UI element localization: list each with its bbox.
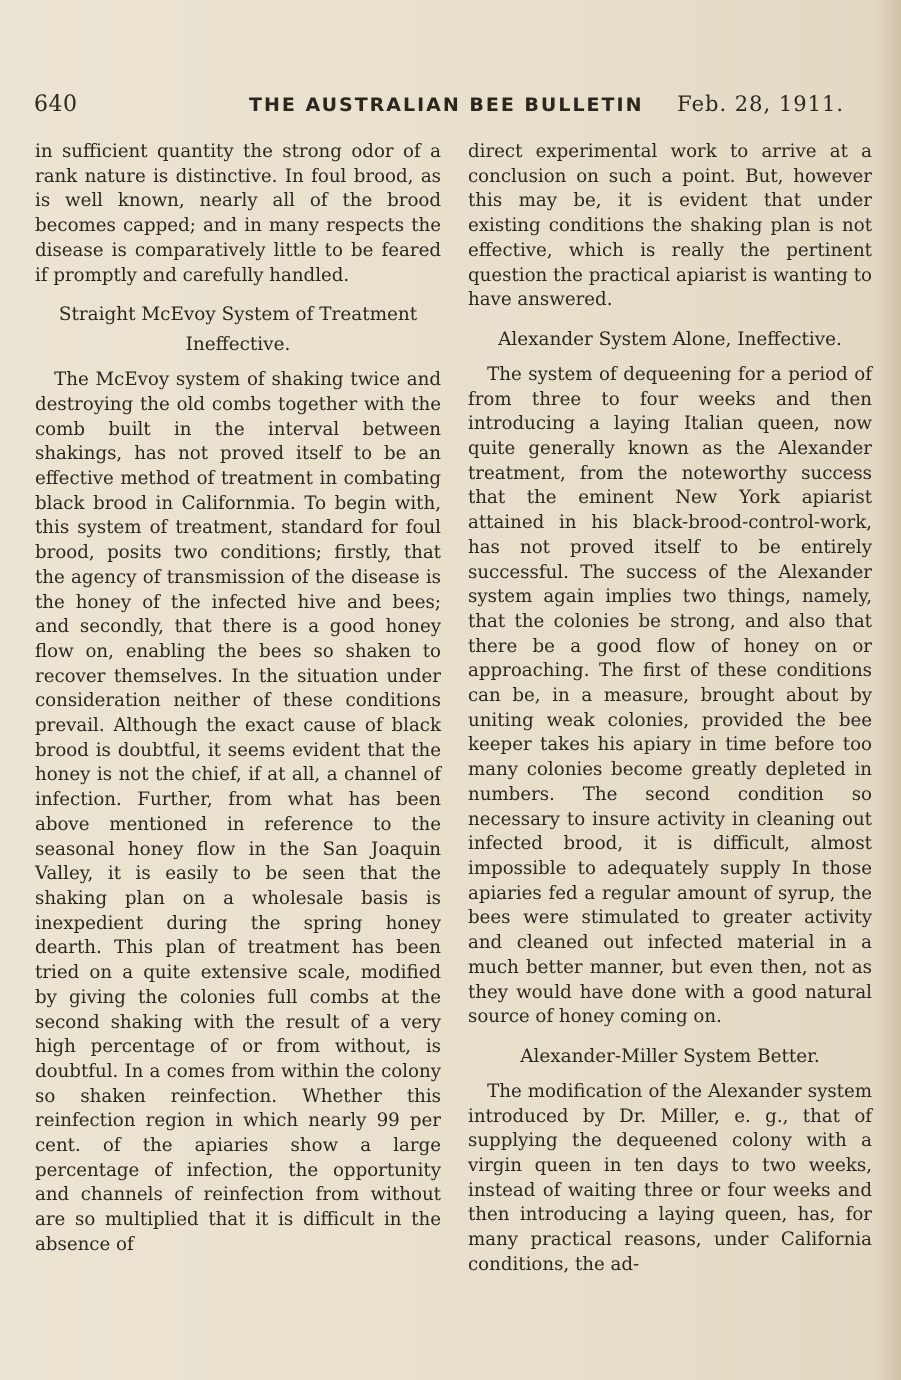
section-heading: Alexander System Alone, Ineffective. [498,328,842,350]
left-column [35,140,441,1258]
paragraph: in sufficient quantity the strong odor of a rank nature is distinctive. In foul brood, as is well known, nearly all of the brood becomes capped; and in many respects the disease is comparatively little to be feared if promptly and carefully handled. [35,141,441,286]
running-header [34,92,844,122]
journal-title: THE AUSTRALIAN BEE BULLETIN [249,94,644,116]
section-heading [35,300,441,360]
right-column [468,140,872,1278]
section-heading: Alexander-Miller System Better. [520,1045,820,1067]
section-heading-line: Straight McEvoy System of Treatment [58,304,418,326]
paragraph: The system of dequeening for a period of from three to four weeks and then introducing a laying Italian queen, now quite generally known as the Alexander treatment, from the noteworthy success that the eminent New York apiarist attained in his black-brood-control-work, has not proved itself to be entirely successful. The success of the Alexander system again implies two things, namely, that the colonies be strong, and also that there be a good flow of honey on or approaching. The first of these conditions can be, in a measure, brought about by uniting weak colonies, provided the bee keeper takes his apiary in time before too many colonies become greatly depleted in numbers. The second condition so necessary to insure activity in cleaning out infected brood, it is difficult, almost impossible to adequately supply In those apiaries fed a regular amount of syrup, the bees were stimulated to greater activity and cleaned out infected material in a much better manner, but even then, not as they would have done with a good natural source of honey coming on. [468,363,872,1028]
paragraph: direct experimental work to arrive at a conclusion on such a point. But, however this may be, it is evident that under existing conditions the shaking plan is not effective, which is really the pertinent question the practical apiarist is wanting to have answered. [468,141,872,311]
page-number: 640 [34,92,78,117]
page-edge-shadow [875,0,901,1380]
paragraph: The McEvoy system of shaking twice and destroying the old combs together with the comb built in the interval between shakings, has not proved itself to be an effective method of treatment in combating black brood in Californmia. To begin with, this system of treatment, standard for foul brood, posits two conditions; firstly, that the agency of transmission of the disease is the honey of the infected hive and bees; and secondly, that there is a good honey flow on, enabling the bees so shaken to recover themselves. In the situation under consideration neither of these conditions prevail. Although the exact cause of black brood is doubtful, it seems evident that the honey is not the chief, if at all, a channel of infection. Further, from what has been above mentioned in reference to the seasonal honey flow in the San Joaquin Valley, it is easily to be seen that the shaking plan on a wholesale basis is inexpedient during the spring honey dearth. This plan of treatment has been tried on a quite extensive scale, modified by giving the colonies full combs at the second shaking with the result of a very high percentage of or from without, is doubtful. In a comes from within the colony so shaken reinfection. Whether this reinfection region in which nearly 99 per cent. of the apiaries show a large percentage of infection, the opportunity and channels of reinfection from without are so multiplied that it is difficult in the absence of [35,369,441,1255]
issue-date: Feb. 28, 1911. [677,92,844,116]
section-heading-line: Ineffective. [185,334,291,356]
paragraph: The modification of the Alexander system introduced by Dr. Miller, e. g., that of supplying the dequeened colony with a virgin queen in ten days to two weeks, instead of waiting three or four weeks and then introducing a laying queen, has, for many practical reasons, under California conditions, the ad- [468,1080,872,1275]
